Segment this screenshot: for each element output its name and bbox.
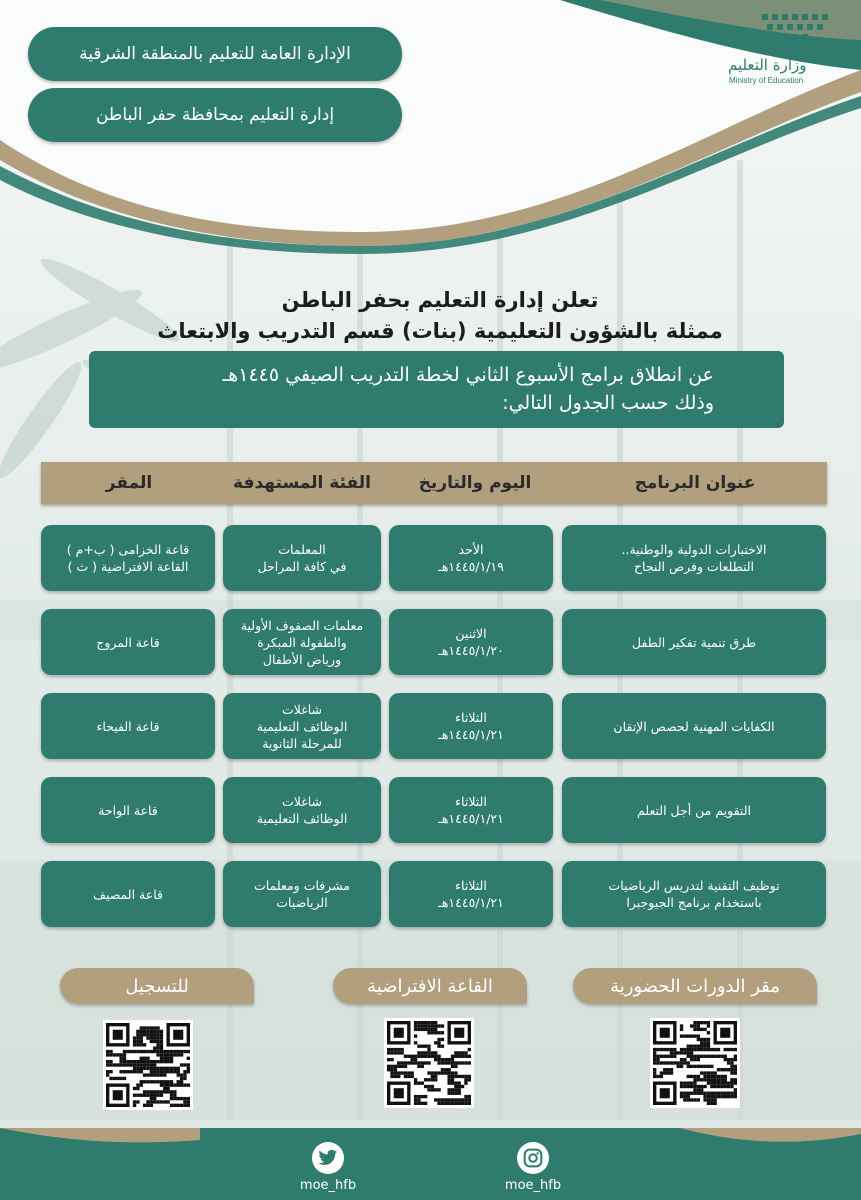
audience-cell-line: معلمات الصفوف الأولية <box>240 617 364 633</box>
date-cell-line: ١٤٤٥/١/٢١هـ <box>438 895 504 910</box>
date-cell <box>389 777 553 843</box>
program-title-cell-line: التقويم من أجل التعلم <box>637 802 751 818</box>
venue-cell <box>41 609 215 675</box>
program-title-cell <box>562 525 826 591</box>
date-cell-line: الثلاثاء <box>455 794 487 809</box>
date-cell-line: الثلاثاء <box>455 710 487 725</box>
date-cell-line: ١٤٤٥/١/٢١هـ <box>438 727 504 742</box>
announcement-box <box>89 351 784 428</box>
program-title-cell <box>562 693 826 759</box>
program-title-cell <box>562 861 826 927</box>
qr-code-virtual[interactable] <box>384 1018 474 1108</box>
qr-code-icon <box>106 1023 190 1107</box>
venue-cell-line: القاعة الافتراضية ( ث ) <box>67 559 189 574</box>
date-cell <box>389 861 553 927</box>
twitter-handle: moe_hfb <box>299 1178 357 1193</box>
logo-english: Ministry of Education <box>729 76 804 85</box>
audience-cell-line: للمرحلة الثانوية <box>262 735 342 751</box>
audience-cell-line: الرياضيات <box>276 895 328 910</box>
venue-cell <box>41 777 215 843</box>
instagram-handle: moe_hfb <box>504 1178 562 1193</box>
moe-logo-icon <box>758 10 838 50</box>
audience-cell-line: الوظائف التعليمية <box>256 811 348 826</box>
program-title-cell-line: التطلعات وفرص النجاح <box>633 559 755 574</box>
audience-cell <box>223 777 381 843</box>
ministry-logo <box>718 10 848 90</box>
header-date: اليوم والتاريخ <box>418 473 532 493</box>
program-title-cell-line: الاختبارات الدولية والوطنية.. <box>621 542 767 557</box>
audience-cell-line: شاغلات <box>281 701 323 717</box>
date-cell-line: ١٤٤٥/١/٢٠هـ <box>438 643 504 658</box>
date-cell <box>389 693 553 759</box>
date-cell <box>389 525 553 591</box>
table-header <box>41 462 827 504</box>
qr-label-register: للتسجيل <box>60 968 254 1004</box>
venue-cell <box>41 861 215 927</box>
audience-cell-line: الوظائف التعليمية <box>256 718 348 734</box>
audience-cell <box>223 609 381 675</box>
audience-cell-line: المعلمات <box>278 542 326 557</box>
announcement-line-1: عن انطلاق برامج الأسبوع الثاني لخطة التدريب الصيفي ١٤٤٥هـ <box>222 364 714 386</box>
header-program-title: عنوان البرنامج <box>634 473 756 493</box>
program-title-cell <box>562 609 826 675</box>
audience-cell-line: شاغلات <box>281 794 323 809</box>
header-audience: الفئة المستهدفة <box>233 473 371 493</box>
program-title-cell-line: طرق تنمية تفكير الطفل <box>631 634 757 650</box>
qr-label-inperson: مقر الدورات الحضورية <box>573 968 817 1004</box>
venue-cell-line: قاعة المصيف <box>93 886 163 902</box>
header-general-directorate: الإدارة العامة للتعليم بالمنطقة الشرقية <box>28 27 402 81</box>
audience-cell <box>223 525 381 591</box>
qr-code-icon <box>653 1021 737 1105</box>
audience-cell <box>223 861 381 927</box>
date-cell-line: ١٤٤٥/١/١٩هـ <box>438 559 504 574</box>
date-cell-line: الأحد <box>458 542 484 557</box>
date-cell-line: الاثنين <box>455 626 487 641</box>
qr-code-inperson[interactable] <box>650 1018 740 1108</box>
announcement-line-2: وذلك حسب الجدول التالي: <box>502 392 714 414</box>
audience-cell <box>223 693 381 759</box>
program-title-cell <box>562 777 826 843</box>
intro-line-1: تعلن إدارة التعليم بحفر الباطن <box>281 288 599 312</box>
audience-cell-line: في كافة المراحل <box>257 559 347 574</box>
audience-cell-line: والطفولة المبكرة <box>257 634 347 650</box>
footer-instagram[interactable] <box>498 1142 568 1193</box>
qr-label-virtual: القاعة الافتراضية <box>333 968 527 1004</box>
audience-cell-line: مشرفات ومعلمات <box>254 878 350 893</box>
qr-code-icon <box>387 1021 471 1105</box>
header-venue: المقر <box>105 473 153 493</box>
venue-cell-line: قاعة الفيحاء <box>96 718 160 734</box>
footer-twitter[interactable] <box>293 1142 363 1193</box>
header-local-directorate: إدارة التعليم بمحافظة حفر الباطن <box>28 88 402 142</box>
venue-cell-line: قاعة الخزامى ( ب+م ) <box>66 542 190 557</box>
program-title-cell-line: باستخدام برنامج الجيوجبرا <box>626 895 762 910</box>
audience-cell-line: ورياض الأطفال <box>262 651 342 667</box>
date-cell-line: الثلاثاء <box>455 878 487 893</box>
date-cell <box>389 609 553 675</box>
instagram-icon <box>517 1142 549 1174</box>
program-title-cell-line: الكفايات المهنية لحصص الإتقان <box>613 718 775 734</box>
venue-cell-line: قاعة الواحة <box>98 802 158 818</box>
program-title-cell-line: توظيف التقنية لتدريس الرياضيات <box>608 878 780 893</box>
venue-cell-line: قاعة المروج <box>96 634 160 650</box>
date-cell-line: ١٤٤٥/١/٢١هـ <box>438 811 504 826</box>
logo-arabic: وزارة التعليم <box>728 56 807 74</box>
intro-line-2: ممثلة بالشؤون التعليمية (بنات) قسم التدريب والابتعاث <box>157 319 723 343</box>
twitter-icon <box>312 1142 344 1174</box>
qr-code-register[interactable] <box>103 1020 193 1110</box>
venue-cell <box>41 693 215 759</box>
venue-cell <box>41 525 215 591</box>
